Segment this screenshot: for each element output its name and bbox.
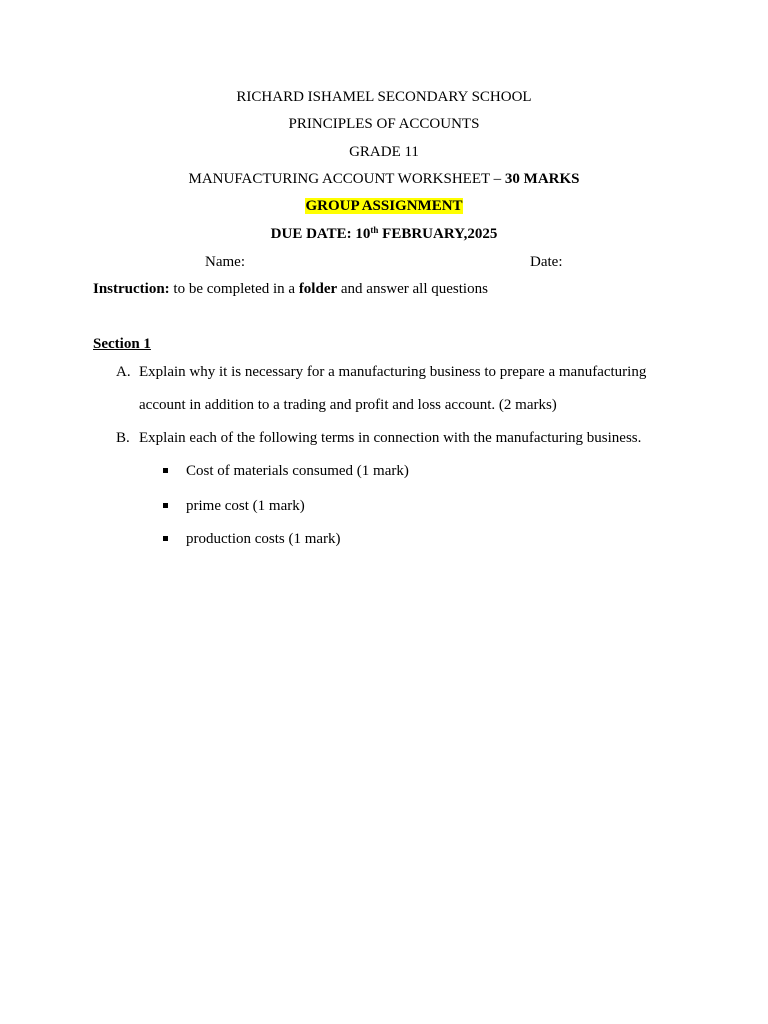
bullet-icon [163,536,168,541]
due-date-suffix: FEBRUARY,2025 [378,226,498,242]
due-date-ordinal: th [370,225,379,235]
worksheet-marks: 30 MARKS [504,171,580,187]
school-name: RICHARD ISHAMEL SECONDARY SCHOOL [236,89,532,105]
term-item: Cost of materials consumed (1 mark) [186,463,409,479]
instruction-emphasis: folder [298,281,338,297]
question-b-line1: Explain each of the following terms in connection with the manufacturing business. [139,430,642,446]
question-a-letter: A. [116,364,131,380]
term-item: prime cost (1 mark) [186,498,305,514]
due-date-prefix: DUE DATE: 10 [270,226,371,242]
instruction-line [93,280,488,298]
instruction-text-after: and answer all questions [337,281,488,297]
worksheet-title-text: MANUFACTURING ACCOUNT WORKSHEET – [188,171,505,187]
bullet-icon [163,503,168,508]
section-title: Section 1 [93,336,151,352]
bullet-icon [163,468,168,473]
instruction-label: Instruction: [93,281,170,297]
instruction-text-before: to be completed in a [169,281,299,297]
subject-title: PRINCIPLES OF ACCOUNTS [288,116,480,132]
date-label: Date: [530,254,563,270]
term-item: production costs (1 mark) [186,531,341,547]
assignment-type-badge: GROUP ASSIGNMENT [305,198,463,214]
name-label: Name: [205,254,245,270]
due-date [0,225,768,243]
question-a-line1: Explain why it is necessary for a manufacturing business to prepare a manufacturing [139,364,647,380]
question-b-letter: B. [116,430,130,446]
grade-label: GRADE 11 [349,144,419,160]
assignment-type-line [0,197,768,215]
worksheet-title [0,170,768,188]
question-a-line2: account in addition to a trading and profit and loss account. (2 marks) [139,397,557,413]
